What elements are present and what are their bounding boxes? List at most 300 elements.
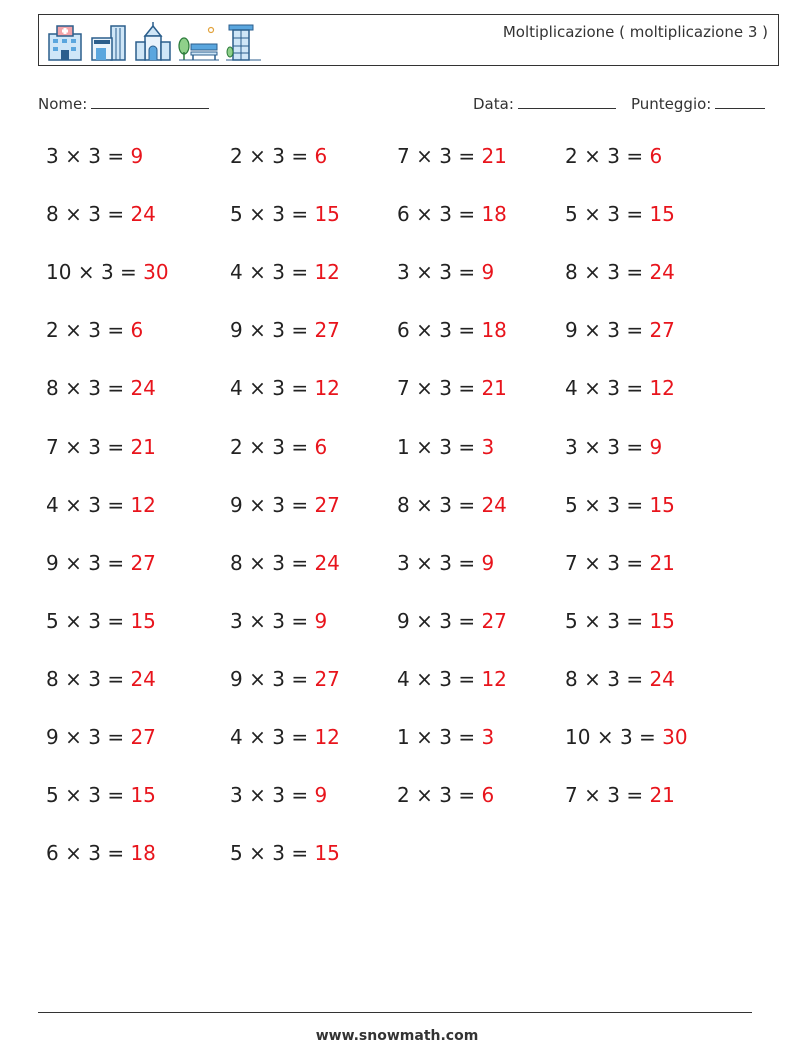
answer: 21 [649, 550, 675, 575]
factor-b: 3 [88, 783, 101, 808]
times-sign: × [416, 144, 433, 168]
factor-a: 9 [46, 725, 59, 749]
answer: 27 [314, 666, 340, 691]
factor-b: 3 [607, 318, 620, 343]
equals-sign: = [107, 492, 125, 517]
times-sign: × [65, 841, 82, 866]
score-label: Punteggio: [631, 95, 712, 113]
problem-item [230, 376, 340, 400]
times-sign: × [249, 841, 266, 866]
factor-b: 3 [272, 260, 285, 285]
factor-a: 4 [397, 666, 410, 691]
factor-b: 3 [607, 434, 620, 459]
factor-a: 3 [397, 550, 410, 575]
equals-sign: = [291, 608, 309, 633]
times-sign: × [584, 550, 601, 575]
times-sign: × [249, 318, 266, 343]
equals-sign: = [291, 841, 309, 866]
answer: 9 [314, 783, 328, 808]
equals-sign: = [458, 318, 476, 343]
answer: 12 [314, 725, 340, 749]
times-sign: × [584, 608, 601, 633]
times-sign: × [584, 783, 601, 808]
factor-b: 3 [439, 260, 452, 285]
answer: 21 [481, 144, 507, 168]
equals-sign: = [291, 550, 309, 575]
factor-b: 3 [272, 202, 285, 227]
equals-sign: = [291, 725, 309, 749]
problem-item [46, 551, 156, 575]
problem-item [397, 667, 507, 691]
hospital-icon [45, 22, 85, 62]
answer: 6 [314, 144, 328, 168]
problem-item [46, 493, 156, 517]
equals-sign: = [458, 783, 476, 808]
problem-item [46, 725, 156, 749]
factor-a: 8 [46, 202, 59, 227]
answer: 12 [314, 260, 340, 285]
factor-b: 3 [439, 144, 452, 168]
problem-item [397, 551, 494, 575]
equals-sign: = [626, 608, 644, 633]
answer: 27 [649, 318, 675, 343]
answer: 27 [481, 608, 507, 633]
factor-a: 10 [565, 725, 591, 749]
answer: 6 [649, 144, 663, 168]
factor-a: 9 [230, 318, 243, 343]
factor-a: 2 [230, 144, 243, 168]
times-sign: × [249, 492, 266, 517]
problem-item [46, 435, 156, 459]
factor-a: 5 [46, 608, 59, 633]
problem-item [565, 202, 675, 226]
answer: 9 [130, 144, 144, 168]
factor-b: 3 [272, 666, 285, 691]
times-sign: × [416, 434, 433, 459]
answer: 15 [649, 492, 675, 517]
times-sign: × [596, 725, 614, 749]
problem-item [230, 783, 327, 807]
problem-item [46, 783, 156, 807]
factor-b: 3 [607, 202, 620, 227]
factor-a: 3 [397, 260, 410, 285]
factor-a: 8 [46, 376, 59, 401]
name-blank[interactable] [91, 94, 209, 109]
factor-b: 3 [607, 550, 620, 575]
answer: 18 [130, 841, 156, 866]
name-label: Nome: [38, 95, 88, 113]
answer: 15 [649, 202, 675, 227]
factor-a: 5 [565, 492, 578, 517]
factor-a: 9 [46, 550, 59, 575]
factor-b: 3 [607, 608, 620, 633]
factor-b: 3 [272, 550, 285, 575]
answer: 27 [130, 550, 156, 575]
equals-sign: = [107, 666, 125, 691]
factor-b: 3 [88, 492, 101, 517]
city-building-icon [89, 22, 129, 62]
factor-b: 3 [88, 376, 101, 401]
factor-a: 3 [230, 608, 243, 633]
answer: 15 [130, 783, 156, 808]
factor-a: 8 [230, 550, 243, 575]
factor-b: 3 [88, 434, 101, 459]
times-sign: × [249, 434, 266, 459]
problem-item [565, 551, 675, 575]
problem-item [565, 667, 675, 691]
equals-sign: = [626, 783, 644, 808]
equals-sign: = [458, 260, 476, 285]
equals-sign: = [458, 376, 476, 401]
equals-sign: = [458, 666, 476, 691]
answer: 27 [130, 725, 156, 749]
answer: 27 [314, 492, 340, 517]
factor-a: 5 [565, 608, 578, 633]
answer: 9 [481, 260, 495, 285]
problem-item [230, 202, 340, 226]
problem-item [397, 144, 507, 168]
times-sign: × [416, 666, 433, 691]
answer: 6 [481, 783, 495, 808]
times-sign: × [65, 550, 82, 575]
factor-b: 3 [88, 725, 101, 749]
factor-b: 3 [88, 318, 101, 343]
equals-sign: = [107, 550, 125, 575]
problem-item [230, 667, 340, 691]
answer: 6 [314, 434, 328, 459]
factor-b: 3 [272, 492, 285, 517]
answer: 24 [649, 666, 675, 691]
answer: 15 [130, 608, 156, 633]
times-sign: × [249, 666, 266, 691]
answer: 24 [314, 550, 340, 575]
factor-a: 9 [230, 666, 243, 691]
problem-item [230, 841, 340, 865]
factor-b: 3 [607, 260, 620, 285]
factor-b: 3 [439, 550, 452, 575]
factor-b: 3 [272, 144, 285, 168]
factor-b: 3 [439, 783, 452, 808]
factor-a: 4 [46, 492, 59, 517]
answer: 24 [130, 666, 156, 691]
equals-sign: = [107, 783, 125, 808]
times-sign: × [65, 318, 82, 343]
answer: 9 [314, 608, 328, 633]
factor-a: 5 [46, 783, 59, 808]
answer: 30 [662, 725, 688, 749]
name-field [38, 94, 209, 113]
footer-site: www.snowmath.com [315, 1028, 479, 1044]
footer-divider [38, 1012, 752, 1013]
answer: 15 [314, 841, 340, 866]
problem-item [565, 493, 675, 517]
problem-item [397, 202, 507, 226]
factor-b: 3 [88, 202, 101, 227]
times-sign: × [416, 783, 433, 808]
answer: 21 [649, 783, 675, 808]
factor-b: 3 [272, 376, 285, 401]
problem-item [230, 435, 327, 459]
answer: 24 [481, 492, 507, 517]
equals-sign: = [291, 783, 309, 808]
factor-b: 3 [439, 376, 452, 401]
factor-a: 4 [230, 260, 243, 285]
factor-a: 9 [565, 318, 578, 343]
problem-item [230, 260, 340, 284]
factor-b: 3 [272, 783, 285, 808]
problem-item [565, 260, 675, 284]
answer: 9 [481, 550, 495, 575]
equals-sign: = [291, 144, 309, 168]
problem-item [565, 318, 675, 342]
answer: 30 [143, 260, 169, 285]
factor-b: 3 [439, 434, 452, 459]
times-sign: × [416, 725, 433, 749]
factor-b: 3 [439, 725, 452, 749]
problem-item [230, 144, 327, 168]
answer: 6 [130, 318, 144, 343]
factor-a: 3 [565, 434, 578, 459]
factor-a: 3 [230, 783, 243, 808]
times-sign: × [249, 144, 266, 168]
times-sign: × [249, 725, 266, 749]
times-sign: × [416, 318, 433, 343]
equals-sign: = [626, 144, 644, 168]
equals-sign: = [107, 376, 125, 401]
factor-a: 7 [565, 550, 578, 575]
equals-sign: = [291, 376, 309, 401]
times-sign: × [249, 376, 266, 401]
equals-sign: = [626, 550, 644, 575]
date-blank[interactable] [518, 94, 616, 109]
factor-a: 7 [397, 376, 410, 401]
factor-a: 9 [397, 608, 410, 633]
factor-b: 3 [439, 318, 452, 343]
times-sign: × [416, 608, 433, 633]
equals-sign: = [458, 144, 476, 168]
equals-sign: = [291, 260, 309, 285]
answer: 3 [481, 725, 495, 749]
factor-b: 3 [607, 376, 620, 401]
factor-a: 7 [46, 434, 59, 459]
problem-item [46, 609, 156, 633]
factor-a: 7 [397, 144, 410, 168]
equals-sign: = [626, 202, 644, 227]
answer: 24 [649, 260, 675, 285]
factor-b: 3 [619, 725, 633, 749]
times-sign: × [249, 202, 266, 227]
times-sign: × [584, 202, 601, 227]
factor-a: 9 [230, 492, 243, 517]
header-icons [45, 20, 263, 62]
problem-item [46, 667, 156, 691]
equals-sign: = [120, 260, 137, 285]
equals-sign: = [107, 144, 125, 168]
problem-item [46, 202, 156, 226]
equals-sign: = [291, 318, 309, 343]
answer: 12 [314, 376, 340, 401]
times-sign: × [584, 318, 601, 343]
problem-item [46, 376, 156, 400]
times-sign: × [65, 492, 82, 517]
factor-b: 3 [88, 608, 101, 633]
factor-b: 3 [272, 434, 285, 459]
equals-sign: = [458, 434, 476, 459]
equals-sign: = [107, 434, 125, 459]
times-sign: × [77, 260, 95, 285]
problem-item [397, 493, 507, 517]
equals-sign: = [626, 376, 644, 401]
factor-b: 3 [88, 550, 101, 575]
factor-a: 2 [230, 434, 243, 459]
equals-sign: = [458, 608, 476, 633]
equals-sign: = [458, 550, 476, 575]
factor-a: 8 [46, 666, 59, 691]
times-sign: × [416, 550, 433, 575]
equals-sign: = [107, 318, 125, 343]
times-sign: × [65, 608, 82, 633]
factor-a: 5 [230, 202, 243, 227]
problem-item [397, 783, 494, 807]
equals-sign: = [626, 492, 644, 517]
factor-a: 6 [397, 202, 410, 227]
answer: 3 [481, 434, 495, 459]
factor-b: 3 [439, 202, 452, 227]
factor-b: 3 [88, 144, 101, 168]
answer: 12 [130, 492, 156, 517]
answer: 12 [481, 666, 507, 691]
factor-a: 2 [46, 318, 59, 343]
problem-item [46, 318, 143, 342]
factor-a: 5 [565, 202, 578, 227]
times-sign: × [584, 492, 601, 517]
answer: 24 [130, 202, 156, 227]
problem-item [397, 609, 507, 633]
factor-b: 3 [272, 318, 285, 343]
score-field [631, 94, 765, 113]
problem-item [230, 493, 340, 517]
times-sign: × [65, 376, 82, 401]
factor-a: 6 [397, 318, 410, 343]
equals-sign: = [107, 725, 125, 749]
factor-b: 3 [439, 666, 452, 691]
equals-sign: = [107, 608, 125, 633]
factor-a: 5 [230, 841, 243, 866]
times-sign: × [65, 202, 82, 227]
factor-a: 2 [397, 783, 410, 808]
equals-sign: = [626, 260, 644, 285]
problem-item [46, 841, 156, 865]
problem-item [565, 725, 688, 749]
times-sign: × [65, 434, 82, 459]
date-label: Data: [473, 95, 514, 113]
factor-a: 1 [397, 434, 410, 459]
problem-item [565, 783, 675, 807]
factor-b: 3 [607, 144, 620, 168]
equals-sign: = [626, 434, 644, 459]
equals-sign: = [626, 666, 644, 691]
answer: 18 [481, 318, 507, 343]
factor-b: 3 [100, 260, 114, 285]
factor-b: 3 [439, 608, 452, 633]
problem-item [565, 376, 675, 400]
times-sign: × [65, 725, 82, 749]
equals-sign: = [107, 841, 125, 866]
factor-b: 3 [607, 783, 620, 808]
answer: 21 [130, 434, 156, 459]
factor-b: 3 [88, 841, 101, 866]
factor-a: 8 [565, 666, 578, 691]
problem-item [397, 318, 507, 342]
times-sign: × [65, 144, 82, 168]
problem-item [397, 260, 494, 284]
factor-b: 3 [88, 666, 101, 691]
park-bench-icon [177, 22, 221, 62]
times-sign: × [584, 376, 601, 401]
times-sign: × [416, 492, 433, 517]
factor-a: 4 [230, 376, 243, 401]
problem-item [565, 435, 662, 459]
factor-b: 3 [272, 608, 285, 633]
equals-sign: = [291, 202, 309, 227]
problem-item [565, 144, 662, 168]
factor-a: 4 [565, 376, 578, 401]
problem-item [46, 144, 143, 168]
times-sign: × [249, 608, 266, 633]
times-sign: × [249, 260, 266, 285]
answer: 12 [649, 376, 675, 401]
factor-a: 8 [397, 492, 410, 517]
factor-b: 3 [439, 492, 452, 517]
answer: 9 [649, 434, 663, 459]
factor-a: 8 [565, 260, 578, 285]
factor-a: 2 [565, 144, 578, 168]
page-title: Moltiplicazione ( moltiplicazione 3 ) [502, 23, 768, 41]
score-blank[interactable] [715, 94, 765, 109]
answer: 18 [481, 202, 507, 227]
factor-a: 1 [397, 725, 410, 749]
factor-b: 3 [272, 841, 285, 866]
factor-a: 7 [565, 783, 578, 808]
times-sign: × [249, 783, 266, 808]
answer: 15 [649, 608, 675, 633]
factor-a: 6 [46, 841, 59, 866]
problem-item [46, 260, 169, 284]
problem-item [230, 609, 327, 633]
factor-a: 10 [46, 260, 72, 285]
factor-a: 4 [230, 725, 243, 749]
problem-item [230, 318, 340, 342]
answer: 27 [314, 318, 340, 343]
problem-item [230, 725, 340, 749]
answer: 21 [481, 376, 507, 401]
equals-sign: = [458, 492, 476, 517]
problem-item [230, 551, 340, 575]
header-box [38, 14, 779, 66]
times-sign: × [416, 260, 433, 285]
tower-icon [225, 22, 263, 62]
equals-sign: = [107, 202, 125, 227]
equals-sign: = [639, 725, 656, 749]
date-field [473, 94, 616, 113]
problem-item [397, 725, 494, 749]
times-sign: × [584, 434, 601, 459]
times-sign: × [584, 144, 601, 168]
factor-a: 3 [46, 144, 59, 168]
equals-sign: = [291, 434, 309, 459]
times-sign: × [65, 666, 82, 691]
factor-b: 3 [272, 725, 285, 749]
